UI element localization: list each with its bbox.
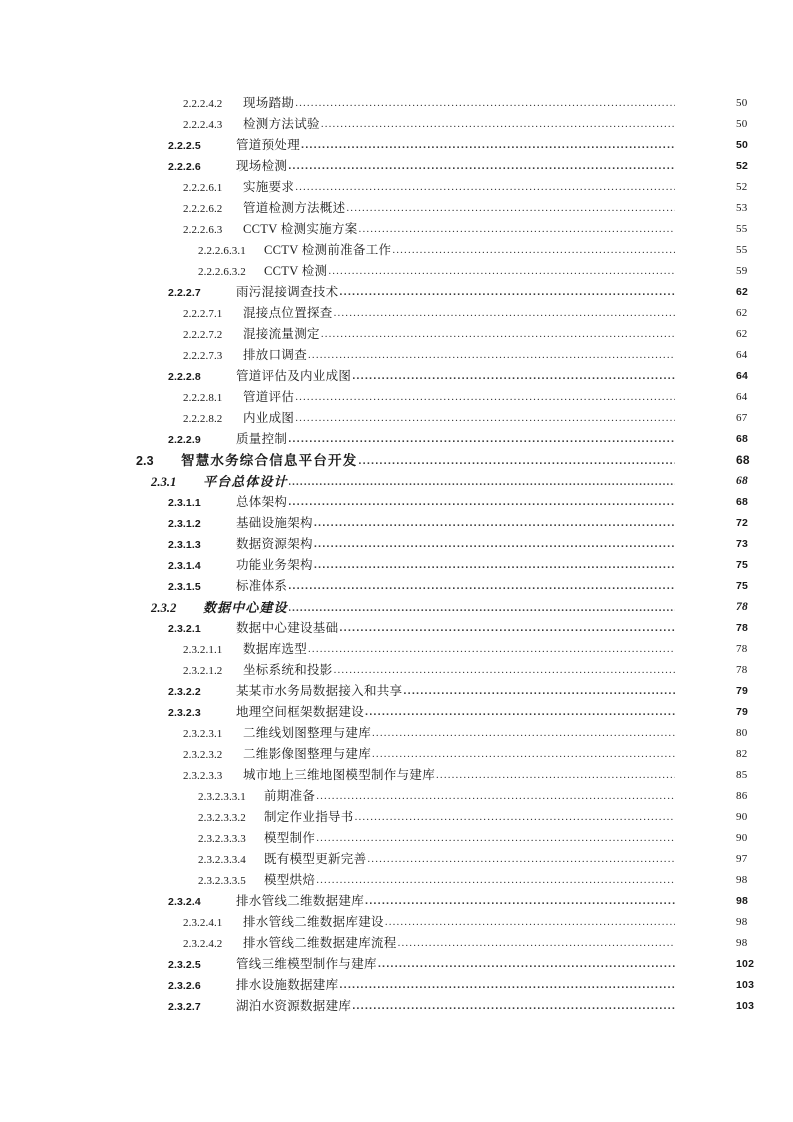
toc-entry[interactable]	[0, 765, 793, 786]
toc-entry-page-number: 103	[736, 979, 755, 991]
toc-entry-title: 质量控制	[236, 432, 288, 446]
toc-entry-title: 雨污混接调查技术	[236, 285, 339, 299]
toc-entry-page-number: 72	[736, 517, 749, 529]
toc-entry-page-number: 53	[736, 202, 748, 214]
toc-entry-page-number: 98	[736, 895, 749, 907]
toc-entry-number: 2.3.2.1	[168, 623, 201, 635]
toc-leader-dots	[359, 219, 675, 240]
toc-entry-number: 2.3.2.5	[168, 959, 201, 971]
toc-entry-title: 模型制作	[264, 831, 316, 845]
toc-entry[interactable]	[0, 135, 793, 156]
toc-entry-number: 2.2.2.5	[168, 140, 201, 152]
toc-entry[interactable]	[0, 240, 793, 261]
toc-leader-dots	[289, 598, 675, 619]
toc-entry-number: 2.2.2.6	[168, 161, 201, 173]
toc-leader-dots	[288, 429, 675, 450]
toc-entry-page-number: 78	[736, 643, 748, 655]
toc-entry-page-number: 62	[736, 307, 748, 319]
toc-leader-dots	[288, 156, 675, 177]
toc-entry-number: 2.3.2.3.3.2	[198, 812, 246, 824]
toc-entry-number: 2.3.2.4.2	[183, 938, 223, 950]
toc-entry-title: 平台总体设计	[203, 474, 288, 489]
toc-entry-title: 基础设施架构	[236, 516, 313, 530]
toc-entry-number: 2.3.1.1	[168, 497, 201, 509]
toc-entry-title: 数据库选型	[243, 642, 308, 656]
toc-entry[interactable]	[0, 912, 793, 933]
toc-entry-page-number: 75	[736, 559, 749, 571]
toc-entry-page-number: 55	[736, 223, 748, 235]
toc-entry-title: 城市地上三维地图模型制作与建库	[243, 768, 436, 782]
toc-entry-number: 2.3.2.3.3.5	[198, 875, 246, 887]
toc-entry-title: CCTV 检测	[264, 264, 328, 278]
toc-entry-number: 2.2.2.6.3.1	[198, 245, 246, 257]
toc-entry-number: 2.3.1.5	[168, 581, 201, 593]
toc-entry-page-number: 79	[736, 685, 749, 697]
toc-entry-title: 模型烘焙	[264, 873, 316, 887]
toc-entry-page-number: 78	[736, 622, 749, 634]
toc-entry-title: 某某市水务局数据接入和共享	[236, 684, 403, 698]
toc-leader-dots	[316, 786, 675, 807]
toc-entry-number: 2.2.2.4.3	[183, 119, 223, 131]
toc-entry-number: 2.2.2.7	[168, 287, 201, 299]
toc-entry[interactable]	[0, 933, 793, 954]
toc-leader-dots	[436, 765, 675, 786]
toc-entry-title: 地理空间框架数据建设	[236, 705, 365, 719]
toc-entry[interactable]	[0, 177, 793, 198]
toc-entry[interactable]	[0, 471, 793, 492]
toc-entry-title: 现场检测	[236, 159, 288, 173]
toc-leader-dots	[339, 975, 675, 996]
toc-entry-number: 2.2.2.6.3.2	[198, 266, 246, 278]
toc-leader-dots	[314, 534, 675, 555]
toc-entry-title: 二维线划图整理与建库	[243, 726, 372, 740]
toc-entry-page-number: 64	[736, 391, 748, 403]
toc-entry-title: 混接流量测定	[243, 327, 320, 341]
toc-entry-title: 排水管线二维数据库建设	[243, 915, 384, 929]
toc-leader-dots	[316, 828, 675, 849]
toc-leader-dots	[378, 954, 675, 975]
toc-leader-dots	[314, 555, 675, 576]
toc-leader-dots	[295, 177, 675, 198]
toc-entry-number: 2.2.2.8.2	[183, 413, 223, 425]
toc-entry-title: 管道预处理	[236, 138, 301, 152]
toc-entry[interactable]	[0, 303, 793, 324]
toc-entry-title: 检测方法试验	[243, 117, 320, 131]
toc-entry-page-number: 103	[736, 1000, 755, 1012]
toc-entry-page-number: 98	[736, 937, 748, 949]
toc-entry-page-number: 62	[736, 328, 748, 340]
toc-entry[interactable]	[0, 345, 793, 366]
toc-entry-number: 2.3.1.3	[168, 539, 201, 551]
toc-entry-title: 数据资源架构	[236, 537, 313, 551]
toc-entry-page-number: 79	[736, 706, 749, 718]
toc-leader-dots	[352, 996, 675, 1017]
toc-entry[interactable]	[0, 198, 793, 219]
toc-entry-title: 混接点位置探查	[243, 306, 333, 320]
toc-entry-number: 2.3.1.2	[168, 518, 201, 530]
toc-entry-number: 2.3.2.3	[168, 707, 201, 719]
toc-entry[interactable]	[0, 429, 793, 450]
toc-entry-page-number: 64	[736, 349, 748, 361]
toc-entry[interactable]	[0, 744, 793, 765]
toc-entry-number: 2.3.2.2	[168, 686, 201, 698]
toc-entry-page-number: 97	[736, 853, 748, 865]
toc-leader-dots	[365, 891, 675, 912]
toc-entry[interactable]	[0, 849, 793, 870]
table-of-contents	[0, 93, 793, 1017]
toc-entry-number: 2.2.2.7.2	[183, 329, 223, 341]
toc-leader-dots	[355, 807, 675, 828]
toc-entry[interactable]	[0, 786, 793, 807]
toc-entry[interactable]	[0, 891, 793, 912]
toc-entry[interactable]	[0, 492, 793, 513]
toc-entry[interactable]	[0, 387, 793, 408]
toc-entry[interactable]	[0, 828, 793, 849]
toc-leader-dots	[352, 366, 675, 387]
toc-leader-dots	[339, 618, 675, 639]
toc-entry-number: 2.3	[136, 454, 154, 468]
toc-entry-number: 2.3.2.4	[168, 896, 201, 908]
toc-entry-number: 2.3.1	[151, 475, 177, 489]
toc-entry-number: 2.3.2.1.2	[183, 665, 223, 677]
toc-entry-number: 2.3.2.3.3	[183, 770, 223, 782]
toc-leader-dots	[346, 198, 675, 219]
toc-leader-dots	[334, 660, 675, 681]
toc-leader-dots	[289, 472, 675, 493]
toc-entry-number: 2.3.2.3.1	[183, 728, 223, 740]
toc-leader-dots	[339, 282, 675, 303]
toc-entry-title: 智慧水务综合信息平台开发	[181, 453, 358, 468]
toc-entry-number: 2.2.2.6.1	[183, 182, 223, 194]
toc-leader-dots	[308, 345, 675, 366]
toc-entry-title: 前期准备	[264, 789, 316, 803]
toc-leader-dots	[365, 702, 675, 723]
toc-entry[interactable]	[0, 408, 793, 429]
toc-entry-page-number: 52	[736, 160, 749, 172]
toc-entry[interactable]	[0, 534, 793, 555]
toc-entry[interactable]	[0, 282, 793, 303]
toc-entry-title: 湖泊水资源数据建库	[236, 999, 352, 1013]
toc-entry-page-number: 64	[736, 370, 749, 382]
toc-leader-dots	[392, 240, 675, 261]
toc-entry-page-number: 52	[736, 181, 748, 193]
toc-entry[interactable]	[0, 366, 793, 387]
toc-entry-number: 2.2.2.4.2	[183, 98, 223, 110]
toc-entry-title: 内业成图	[243, 411, 295, 425]
toc-entry-title: 现场踏勘	[243, 96, 295, 110]
toc-entry[interactable]	[0, 660, 793, 681]
toc-entry-page-number: 98	[736, 874, 748, 886]
toc-entry[interactable]	[0, 702, 793, 723]
toc-entry-title: 坐标系统和投影	[243, 663, 333, 677]
toc-entry[interactable]	[0, 114, 793, 135]
toc-leader-dots	[328, 261, 675, 282]
toc-entry[interactable]	[0, 513, 793, 534]
toc-entry[interactable]	[0, 261, 793, 282]
toc-entry-number: 2.2.2.8	[168, 371, 201, 383]
toc-entry-page-number: 78	[736, 601, 748, 613]
toc-entry-title: 排水管线二维数据建库	[236, 894, 365, 908]
toc-leader-dots	[301, 135, 675, 156]
toc-entry[interactable]	[0, 681, 793, 702]
toc-entry-title: 二维影像图整理与建库	[243, 747, 372, 761]
toc-entry-title: 制定作业指导书	[264, 810, 354, 824]
toc-entry[interactable]	[0, 996, 793, 1017]
toc-leader-dots	[398, 933, 675, 954]
toc-entry-page-number: 67	[736, 412, 748, 424]
toc-entry-page-number: 80	[736, 727, 748, 739]
toc-entry-page-number: 50	[736, 118, 748, 130]
toc-entry-title: 数据中心建设	[203, 600, 288, 615]
toc-entry[interactable]	[0, 597, 793, 618]
toc-entry[interactable]	[0, 639, 793, 660]
toc-entry[interactable]	[0, 555, 793, 576]
toc-entry-number: 2.3.2.3.3.4	[198, 854, 246, 866]
toc-entry[interactable]	[0, 807, 793, 828]
toc-entry-title: 管道评估及内业成图	[236, 369, 352, 383]
toc-entry-page-number: 68	[736, 475, 748, 487]
toc-entry-number: 2.3.2.7	[168, 1001, 201, 1013]
toc-leader-dots	[314, 513, 675, 534]
toc-entry[interactable]	[0, 723, 793, 744]
toc-entry-number: 2.3.1.4	[168, 560, 201, 572]
toc-entry-title: 总体架构	[236, 495, 288, 509]
toc-entry[interactable]	[0, 156, 793, 177]
toc-entry-page-number: 90	[736, 811, 748, 823]
toc-leader-dots	[372, 744, 675, 765]
toc-entry-page-number: 78	[736, 664, 748, 676]
toc-entry-title: 标准体系	[236, 579, 288, 593]
toc-entry-title: 数据中心建设基础	[236, 621, 339, 635]
toc-entry-title: 排水设施数据建库	[236, 978, 339, 992]
toc-entry-number: 2.3.2.3.2	[183, 749, 223, 761]
toc-entry-number: 2.2.2.9	[168, 434, 201, 446]
toc-leader-dots	[321, 324, 675, 345]
toc-leader-dots	[308, 639, 675, 660]
toc-leader-dots	[295, 93, 675, 114]
toc-leader-dots	[334, 303, 675, 324]
toc-entry-title: 实施要求	[243, 180, 295, 194]
toc-entry-title: 管道评估	[243, 390, 295, 404]
toc-entry-page-number: 68	[736, 433, 749, 445]
toc-entry-number: 2.2.2.7.3	[183, 350, 223, 362]
toc-entry-page-number: 50	[736, 97, 748, 109]
toc-leader-dots	[372, 723, 675, 744]
toc-entry[interactable]	[0, 954, 793, 975]
toc-entry-number: 2.3.2.3.3.3	[198, 833, 246, 845]
toc-leader-dots	[367, 849, 675, 870]
toc-leader-dots	[316, 870, 675, 891]
toc-leader-dots	[385, 912, 675, 933]
toc-entry-page-number: 90	[736, 832, 748, 844]
toc-entry-page-number: 98	[736, 916, 748, 928]
toc-entry-page-number: 82	[736, 748, 748, 760]
toc-entry[interactable]	[0, 975, 793, 996]
toc-entry-page-number: 59	[736, 265, 748, 277]
toc-entry-page-number: 68	[736, 496, 749, 508]
toc-entry-title: 管线三维模型制作与建库	[236, 957, 377, 971]
toc-entry-page-number: 102	[736, 958, 755, 970]
toc-entry-title: 功能业务架构	[236, 558, 313, 572]
toc-entry-number: 2.2.2.6.3	[183, 224, 223, 236]
toc-entry-page-number: 50	[736, 139, 749, 151]
toc-entry-number: 2.3.2.4.1	[183, 917, 223, 929]
toc-entry[interactable]	[0, 324, 793, 345]
toc-entry-page-number: 73	[736, 538, 749, 550]
toc-entry[interactable]	[0, 450, 793, 471]
toc-entry-title: CCTV 检测前准备工作	[264, 243, 392, 257]
toc-entry-title: 排水管线二维数据建库流程	[243, 936, 397, 950]
toc-leader-dots	[288, 492, 675, 513]
toc-entry[interactable]	[0, 219, 793, 240]
toc-entry[interactable]	[0, 870, 793, 891]
toc-leader-dots	[403, 681, 675, 702]
toc-entry-number: 2.2.2.6.2	[183, 203, 223, 215]
toc-leader-dots	[288, 576, 675, 597]
toc-leader-dots	[295, 408, 675, 429]
toc-leader-dots	[358, 451, 675, 472]
toc-entry-page-number: 85	[736, 769, 748, 781]
toc-entry[interactable]	[0, 93, 793, 114]
toc-entry-page-number: 62	[736, 286, 749, 298]
toc-leader-dots	[321, 114, 675, 135]
toc-entry-number: 2.3.2.3.3.1	[198, 791, 246, 803]
toc-entry[interactable]	[0, 618, 793, 639]
toc-entry-page-number: 55	[736, 244, 748, 256]
toc-entry-page-number: 86	[736, 790, 748, 802]
toc-entry-page-number: 75	[736, 580, 749, 592]
toc-entry-title: CCTV 检测实施方案	[243, 222, 358, 236]
toc-entry-number: 2.3.2.1.1	[183, 644, 223, 656]
toc-entry-page-number: 68	[736, 453, 750, 467]
toc-entry-number: 2.2.2.8.1	[183, 392, 223, 404]
toc-entry-title: 既有模型更新完善	[264, 852, 367, 866]
toc-leader-dots	[295, 387, 675, 408]
toc-entry-number: 2.2.2.7.1	[183, 308, 223, 320]
toc-entry-title: 排放口调查	[243, 348, 308, 362]
toc-entry[interactable]	[0, 576, 793, 597]
toc-entry-number: 2.3.2	[151, 601, 177, 615]
toc-entry-title: 管道检测方法概述	[243, 201, 346, 215]
toc-entry-number: 2.3.2.6	[168, 980, 201, 992]
